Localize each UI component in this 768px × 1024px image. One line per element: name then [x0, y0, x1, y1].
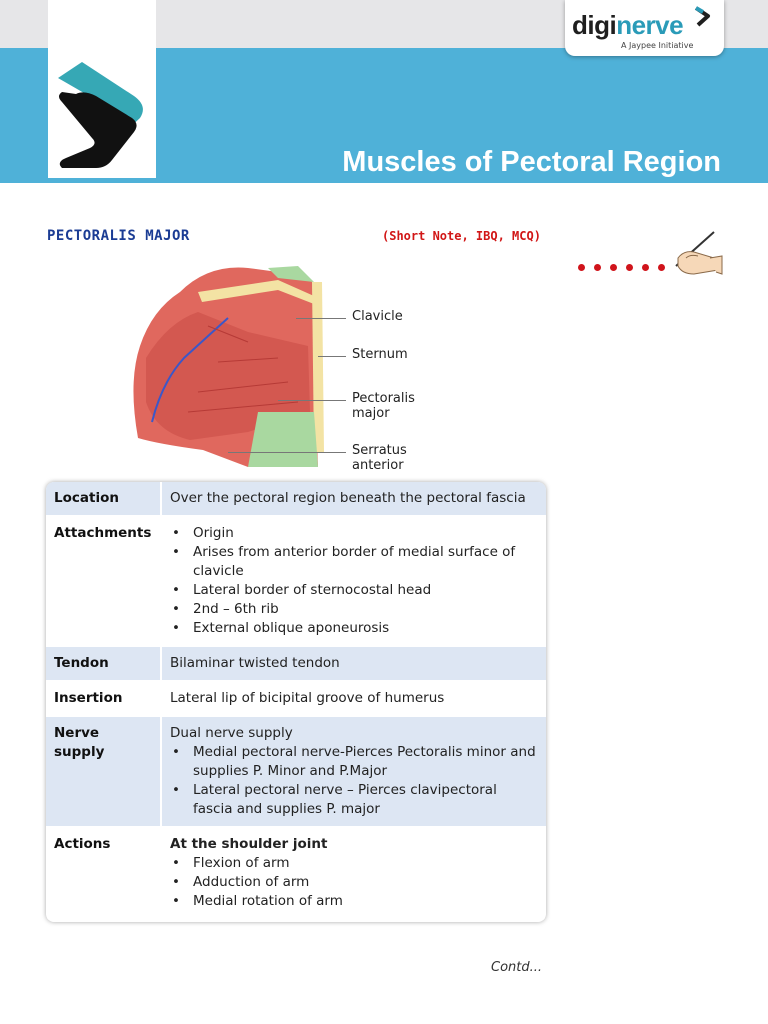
- list-item: • External oblique aponeurosis: [170, 619, 538, 638]
- continued-label: Contd...: [491, 960, 543, 975]
- list-item: • Medial rotation of arm: [170, 892, 538, 911]
- serratus-anterior-leader: [228, 452, 346, 453]
- row-key: Attachments: [46, 516, 161, 646]
- row-key: Insertion: [46, 681, 161, 716]
- table-row: [46, 827, 546, 919]
- table-row: [46, 681, 546, 716]
- label-pectoralis-major: Pectoralis major: [352, 391, 415, 421]
- row-value: Lateral lip of bicipital groove of humerus: [161, 681, 546, 716]
- label-sternum: Sternum: [352, 347, 408, 362]
- row-value: [161, 516, 546, 646]
- row-key: Actions: [46, 827, 161, 919]
- row-value: Over the pectoral region beneath the pectoral fascia: [161, 482, 546, 516]
- list-item: • Origin: [170, 524, 538, 543]
- table-row: [46, 716, 546, 827]
- table-row: [46, 646, 546, 681]
- list-item: • 2nd – 6th rib: [170, 600, 538, 619]
- table-row: [46, 482, 546, 516]
- dotted-line: [578, 264, 665, 271]
- row-key: Nerve supply: [46, 716, 161, 827]
- pectoralis-major-leader: [278, 400, 346, 401]
- table-row: [46, 516, 546, 646]
- muscle-info-table: [46, 482, 546, 922]
- pectoral-illustration: [128, 262, 328, 467]
- brand-tagline: A Jaypee Initiative: [621, 41, 694, 50]
- list-item: • Flexion of arm: [170, 854, 538, 873]
- list-item: • Lateral pectoral nerve – Pierces clavipectoral fascia and supplies P. major: [170, 781, 538, 819]
- row-key: Location: [46, 482, 161, 516]
- brand-name: diginerve: [572, 10, 684, 40]
- row-key: Tendon: [46, 646, 161, 681]
- list-item: • Medial pectoral nerve-Pierces Pectoralis minor and supplies P. Minor and P.Major: [170, 743, 538, 781]
- row-value: Dual nerve supply • Medial pectoral nerve-Pierces Pectoralis minor and supplies P. Minor and P.Major • Lateral pectoral nerve – Pierces clavipectoral fascia and supplies P. major: [161, 716, 546, 827]
- label-serratus-anterior: Serratus anterior: [352, 443, 407, 473]
- list-item: • Lateral border of sternocostal head: [170, 581, 538, 600]
- list-item: • Adduction of arm: [170, 873, 538, 892]
- anatomy-figure: [128, 262, 415, 473]
- logo-panel: [48, 0, 156, 178]
- chevron-play-logo-icon: [52, 56, 152, 171]
- hand-writing-icon: [664, 228, 724, 278]
- question-type-tags: (Short Note, IBQ, MCQ): [382, 229, 541, 243]
- list-item: • Arises from anterior border of medial surface of clavicle: [170, 543, 538, 581]
- page-title: Muscles of Pectoral Region: [342, 146, 721, 178]
- label-clavicle: Clavicle: [352, 309, 403, 324]
- row-value: At the shoulder joint • Flexion of arm • Adduction of arm • Medial rotation of arm: [161, 827, 546, 919]
- row-value: Bilaminar twisted tendon: [161, 646, 546, 681]
- brand-badge: [565, 0, 724, 56]
- section-title: PECTORALIS MAJOR: [47, 228, 190, 244]
- brand-arrow-icon: [693, 6, 713, 28]
- clavicle-leader: [296, 318, 346, 319]
- sternum-leader: [318, 356, 346, 357]
